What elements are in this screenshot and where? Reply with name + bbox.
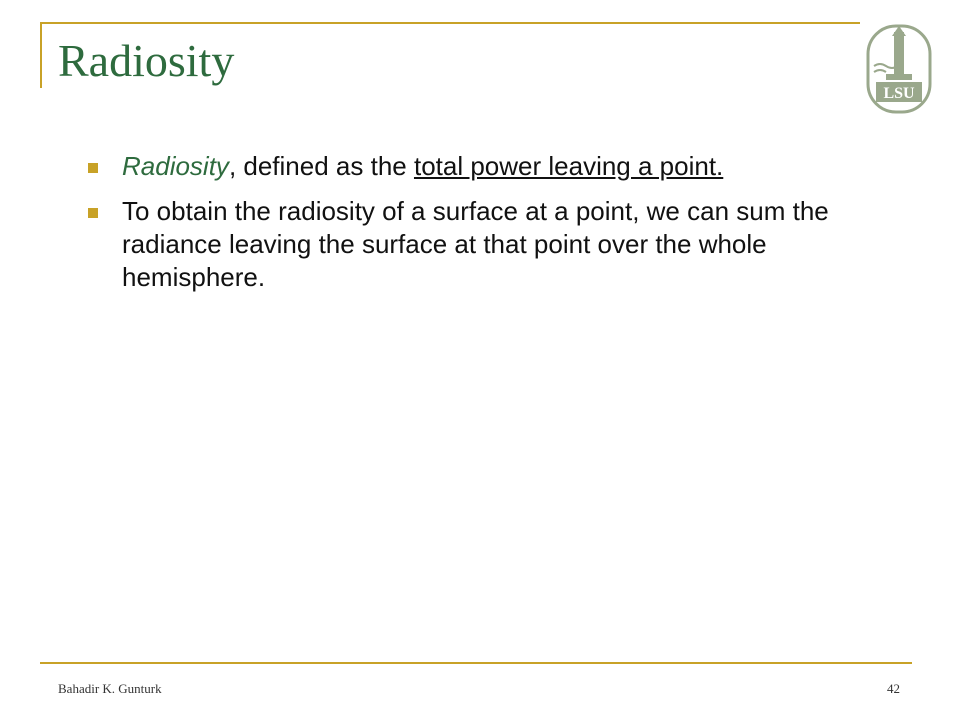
bullet-middle-text: , defined as the: [228, 151, 414, 181]
footer-line: [40, 662, 912, 664]
bullet-underlined-text: total power leaving a point.: [413, 151, 724, 181]
left-frame-line: [40, 22, 42, 88]
bullet-term: Radiosity: [122, 151, 229, 181]
logo-text: LSU: [883, 85, 915, 102]
bullet-list: [84, 150, 904, 306]
bullet-text: To obtain the radiosity of a surface at a point, we can sum the radiance leaving the surface at that point over the whole hemisphere.: [122, 196, 829, 292]
bullet-item: [84, 150, 904, 183]
lsu-logo-icon: [864, 18, 934, 116]
bullet-item: [84, 195, 904, 294]
slide-title: Radiosity: [58, 35, 235, 86]
footer-author: Bahadir K. Gunturk: [58, 681, 162, 696]
square-bullet-icon: [88, 163, 98, 173]
top-frame-line: [40, 22, 860, 24]
page-number: 42: [887, 681, 900, 696]
square-bullet-icon: [88, 208, 98, 218]
